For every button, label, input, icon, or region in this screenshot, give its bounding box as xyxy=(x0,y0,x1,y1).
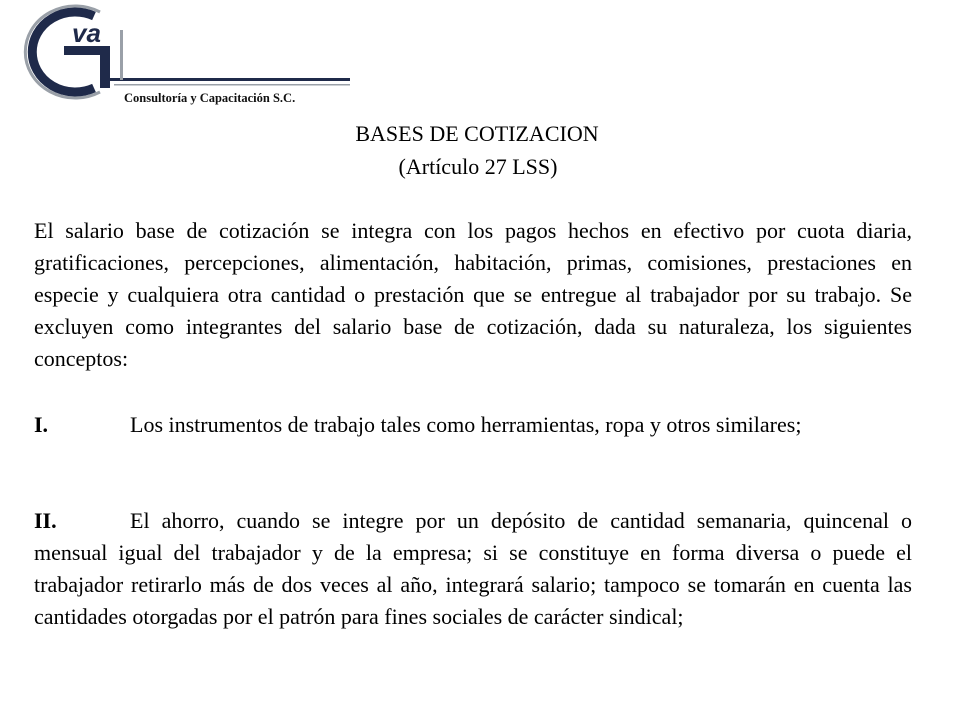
company-name: Consultoría y Capacitación S.C. xyxy=(124,91,296,105)
item-numeral: II. xyxy=(34,508,57,533)
document-title: BASES DE COTIZACION xyxy=(355,121,599,146)
item-text: Los instrumentos de trabajo tales como herramientas, ropa y otros similares; xyxy=(130,412,802,437)
document-subtitle: (Artículo 27 LSS) xyxy=(398,154,558,179)
company-logo xyxy=(4,0,354,110)
logo-letters: va xyxy=(72,18,101,48)
exclusion-item-1 xyxy=(34,409,912,441)
item-text: El ahorro, cuando se integre por un depósito de cantidad semanaria, quincenal o mensual igual del trabajador y de la empresa; si se constituye en forma diversa o puede el trabajador retirarlo más de dos veces al año, integrará salario; tampoco se tomarán en cuenta las cantidades otorgadas por el patrón para fines sociales de carácter sindical; xyxy=(34,508,912,629)
intro-paragraph: El salario base de cotización se integra con los pagos hechos en efectivo por cuota diaria, gratificaciones, percepciones, alimentación, habitación, primas, comisiones, prestaciones en especie y cualquiera otra cantidad o prestación que se entregue al trabajador por su trabajo. Se excluyen como integrantes del salario base de cotización, dada su naturaleza, los siguientes conceptos: xyxy=(34,218,912,371)
item-numeral: I. xyxy=(34,412,49,437)
exclusion-item-2 xyxy=(34,505,912,633)
